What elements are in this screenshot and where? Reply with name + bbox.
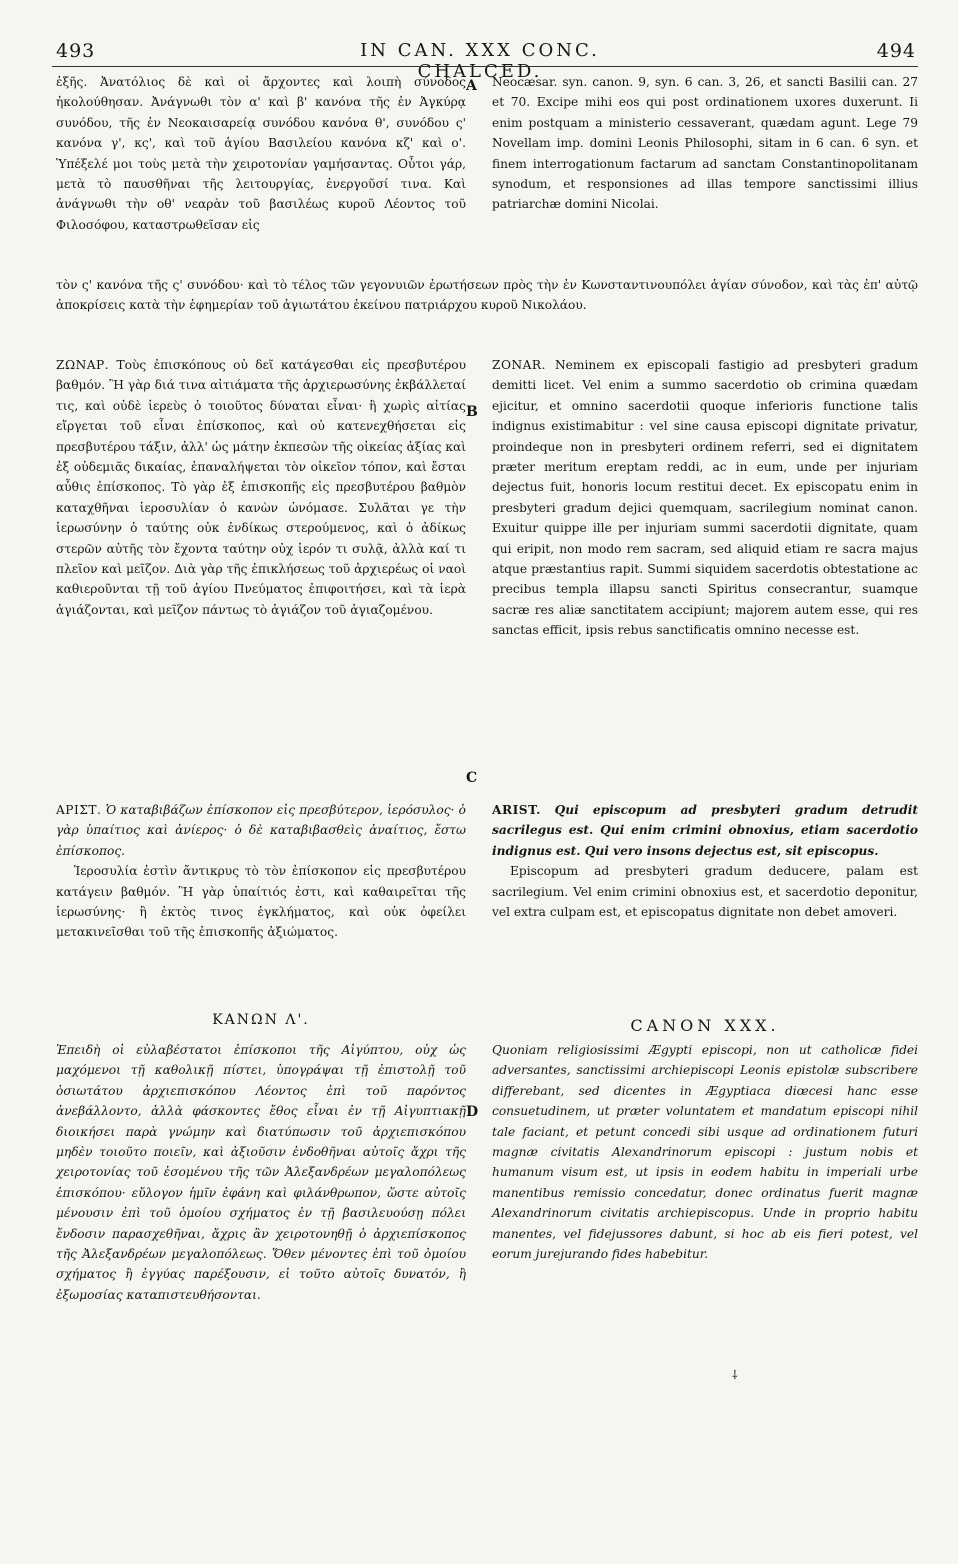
greek-zonaras-label: ΖΩΝΑΡ. bbox=[56, 358, 110, 372]
latin-zonaras-text: Neminem ex episcopali fastigio ad presbyteri gradum demitti licet. Vel enim a summo sacerdotio ob crimina quædam ejicitur, et omnino sacerdotii quoque inferioris functione talis indignus existimabitur : vel sine causa episcopi dignitate privatur, proindeque non in presbyteri ordinem referri, sed ei dignitatem præter meritum ereptam reddi, ac in eum, unde per injuriam dejectus fuit, honoris locum restitui decet. Ex episcopatu enim in presbyteri gradum dejici quemquam, sacrilegium nominat canon. Exuitur quippe ille per injuriam summi sacerdotii dignitate, quam qui eripit, non modo rem sacram, sed aliquid etiam re sacra majus atque præstantius rapit. Summi siquidem sacerdotis obtestatione ac precibus templa illapsu sancti Spiritus consecrantur, suamque sacræ res aliæ sanctitatem accipiunt; majorem autem esse, qui res sanctas efficit, ipsis rebus sanctificatis omnino necesse est. bbox=[492, 358, 919, 638]
margin-letter-a: A bbox=[466, 78, 477, 94]
latin-aristenus-label: ARIST. bbox=[492, 803, 541, 817]
header-rule bbox=[52, 66, 918, 67]
page-number-right: 494 bbox=[876, 40, 916, 62]
greek-span-text: τὸν ς' κανόνα τῆς ς' συνόδου· καὶ τὸ τέλος τῶν γεγονυιῶν ἐρωτήσεων πρὸς τὴν ἐν Κωνσταντινουπόλει ἁγίαν σύνοδον, καὶ τὰς ἐπ' αὐτῷ ἀποκρίσεις κατὰ τὴν ἐφημερίαν τοῦ ἁγιωτάτου ἐκείνου πατριάρχου κυροῦ Νικολάου. bbox=[56, 278, 918, 313]
latin-zonaras-label: ZONAR. bbox=[492, 358, 546, 372]
greek-aristenus-text: Ἱεροσυλία ἐστὶν ἄντικρυς τὸ τὸν ἐπίσκοπον εἰς πρεσβυτέρου κατάγειν βαθμόν. Ἢ γὰρ ὑπαίτιός ἐστι, καὶ καθαιρεῖται τῆς ἱερωσύνης· ἢ ἐκτὸς τινος ἐγκλήματος, καὶ οὐκ ὀφείλει μετακινεῖσθαι τοῦ τῆς ἐπισκοπῆς ἀξιώματος. bbox=[56, 864, 466, 940]
latin-column-top bbox=[492, 72, 918, 215]
greek-full-width-line bbox=[56, 275, 918, 316]
greek-zonaras-text: Τοὺς ἐπισκόπους οὐ δεῖ κατάγεσθαι εἰς πρεσβυτέρου βαθμόν. Ἢ γὰρ διά τινα αἰτιάματα τῆς ἀρχιερωσύνης ἐκβάλλεταί τις, καὶ οὐδὲ ἱερεὺς ὁ τοιοῦτος δύναται εἶναι· ἢ χωρὶς αἰτίας εἴργεται τοῦ εἶναι ἐπίσκοπος, καὶ οὐ κατενεχθήσεται εἰς πρεσβυτέρου τάξιν, ἀλλ' ὡς μάτην ἐκπεσὼν τῆς οἰκείας ἀξίας καὶ ἐξ οὐδεμιᾶς δικαίας, ἐπαναλήψεται τὸν οἰκεῖον τόπον, καὶ ἔσται αὖθις ἐπίσκοπος. Τὸ γὰρ ἐξ ἐπισκοπῆς εἰς πρεσβυτέρου βαθμὸν καταχθῆναι ἱεροσυλίαν ὁ κανὼν ὠνόμασε. Συλᾶται γε τὴν ἱερωσύνην ὁ ταύτης οὐκ ἐνδίκως στερούμενος, καὶ ὁ ἀδίκως στερῶν αὐτῆς τὸν ἔχοντα ταύτην οὐχ ἱερόν τι συλᾷ, ἀλλὰ καί τι πλεῖον καὶ μεῖζον. Διὰ γὰρ τῆς ἐπικλήσεως τοῦ ἀρχιερέως οἱ ναοὶ καθιεροῦνται τῇ τοῦ ἁγίου Πνεύματος ἐπιφοιτήσει, καὶ τὰ ἱερὰ ἁγιάζονται, καὶ μεῖζον πάντως τὸ ἁγιάζον τοῦ ἁγιαζομένου. bbox=[56, 358, 466, 617]
latin-aristenus-section bbox=[492, 800, 918, 922]
margin-letter-c: C bbox=[466, 770, 478, 786]
greek-aristenus-section bbox=[56, 800, 466, 943]
page-number-left: 493 bbox=[56, 40, 96, 62]
greek-top-text: ἐξῆς. Ἀνατόλιος δὲ καὶ οἱ ἄρχοντες καὶ λοιπὴ σύνοδος ἠκολούθησαν. Ἀνάγνωθι τὸν α' καὶ β' κανόνα τῆς ἐν Ἀγκύρᾳ συνόδου, τῆς ἐν Νεοκαισαρείᾳ συνόδου κανόνα θ', συνόδου ς' κανόνα γ', κς', καὶ τοῦ ἁγίου Βασιλείου κανόνα κζ' καὶ ο'. Ὑπέξελέ μοι τοὺς μετὰ τὴν χειροτονίαν γαμήσαντας. Οὗτοι γάρ, μετὰ τὸ παυσθῆναι τῆς λειτουργίας, ἐνεργοῦσί τινα. Καὶ ἀνάγνωθι τὴν οθ' νεαρὰν τοῦ βασιλέως κυροῦ Λέοντος τοῦ Φιλοσόφου, καταστρωθεῖσαν εἰς bbox=[56, 75, 466, 232]
latin-aristenus-summary: Qui episcopum ad presbyteri gradum detrudit sacrilegus est. Qui enim crimini obnoxius, etiam sacerdotio indignus est. Qui vero insons dejectus est, sit episcopus. bbox=[492, 803, 919, 858]
margin-letter-d: D bbox=[466, 1104, 479, 1120]
latin-zonaras-section bbox=[492, 355, 918, 641]
latin-canon-heading: CANON XXX. bbox=[630, 1016, 780, 1035]
latin-aristenus-text: Episcopum ad presbyteri gradum deducere, palam est sacrilegium. Vel enim crimini obnoxius est, et sacerdotio deponitur, vel extra culpam est, et episcopatus dignitate non debet amoveri. bbox=[492, 864, 918, 920]
ink-mark: ⸸ bbox=[732, 1368, 738, 1382]
latin-canon-text-block bbox=[492, 1040, 918, 1264]
greek-zonaras-section bbox=[56, 355, 466, 620]
greek-canon-text: Ἐπειδὴ οἱ εὐλαβέστατοι ἐπίσκοποι τῆς Αἰγύπτου, οὐχ ὡς μαχόμενοι τῇ καθολικῇ πίστει, ὑπογράψαι τῇ ἐπιστολῇ τοῦ ὁσιωτάτου ἀρχιεπισκόπου Λέοντος ἐπὶ τοῦ παρόντος ἀνεβάλλοντο, ἀλλὰ φάσκοντες ἔθος εἶναι ἐν τῇ Αἰγυπτιακῇ διοικήσει παρὰ γνώμην καὶ διατύπωσιν τοῦ ἀρχιεπισκόπου μηδὲν τοιοῦτο ποιεῖν, καὶ ἀξιοῦσιν ἐνδοθῆναι αὐτοῖς ἄχρι τῆς χειροτονίας τοῦ ἐσομένου τῆς τῶν Ἀλεξανδρέων μεγαλοπόλεως ἐπισκόπου· εὔλογον ἡμῖν ἐφάνη καὶ φιλάνθρωπον, ὥστε αὐτοῖς μένουσιν ἐπὶ τοῦ ὁμοίου σχήματος ἐν τῇ βασιλευούσῃ πόλει ἔνδοσιν παρασχεθῆναι, ἄχρις ἂν χειροτονηθῇ ὁ ἀρχιεπίσκοπος τῆς Ἀλεξανδρέων μεγαλοπόλεως. Ὅθεν μένοντες ἐπὶ τοῦ ὁμοίου σχήματος ἢ ἐγγύας παρέξουσιν, εἰ τοῦτο αὐτοῖς δυνατόν, ἢ ἐξωμοσίας καταπιστευθήσονται. bbox=[56, 1043, 466, 1302]
greek-aristenus-label: ΑΡΙΣΤ. bbox=[56, 803, 102, 817]
margin-letter-b: B bbox=[466, 404, 478, 420]
greek-aristenus-summary: Ὁ καταβιβάζων ἐπίσκοπον εἰς πρεσβύτερον, ἱερόσυλος· ὁ γὰρ ὑπαίτιος καὶ ἀνίερος· ὁ δὲ καταβιβασθεὶς ἀναίτιος, ἔστω ἐπίσκοπος. bbox=[56, 803, 466, 858]
running-title: IN CAN. XXX CONC. CHALCED. bbox=[360, 40, 600, 82]
greek-column-top bbox=[56, 72, 466, 235]
latin-top-text: Neocæsar. syn. canon. 9, syn. 6 can. 3, 26, et sancti Basilii can. 27 et 70. Excipe mihi eos qui post ordinationem uxores duxerunt. Ii enim postquam a ministerio cessaverant, quædam agunt. Lege 79 Novellam imp. domini Leonis Philosophi, sitam in 6 can. 6 syn. et finem interrogationum factarum ad sanctam Constantinopolitanam synodum, et responsiones ad illas tempore sanctissimi illius patriarchæ domini Nicolai. bbox=[492, 75, 918, 212]
greek-canon-heading: ΚΑΝΩΝ Λ'. bbox=[212, 1012, 310, 1028]
greek-canon-text-block bbox=[56, 1040, 466, 1305]
latin-canon-text: Quoniam religiosissimi Ægypti episcopi, non ut catholicæ fidei adversantes, sanctissimi archiepiscopi Leonis epistolæ subscribere differebant, sed dicentes in Ægyptiaca diœcesi hanc esse consuetudinem, ut præter voluntatem et mandatum episcopi nihil tale faciant, et petunt concedi sibi usque ad ordinationem futuri magnæ civitatis Alexandrinorum episcopi : justum nobis et humanum visum est, ut ipsis in eodem habitu in imperiali urbe manentibus remissio concedatur, donec ordinatus fuerit magnæ Alexandrinorum civitatis archiepiscopus. Unde in proprio habitu manentes, vel fidejussores dabunt, si hoc ab eis fieri potest, vel eorum jurejurando fides habebitur. bbox=[492, 1043, 918, 1262]
